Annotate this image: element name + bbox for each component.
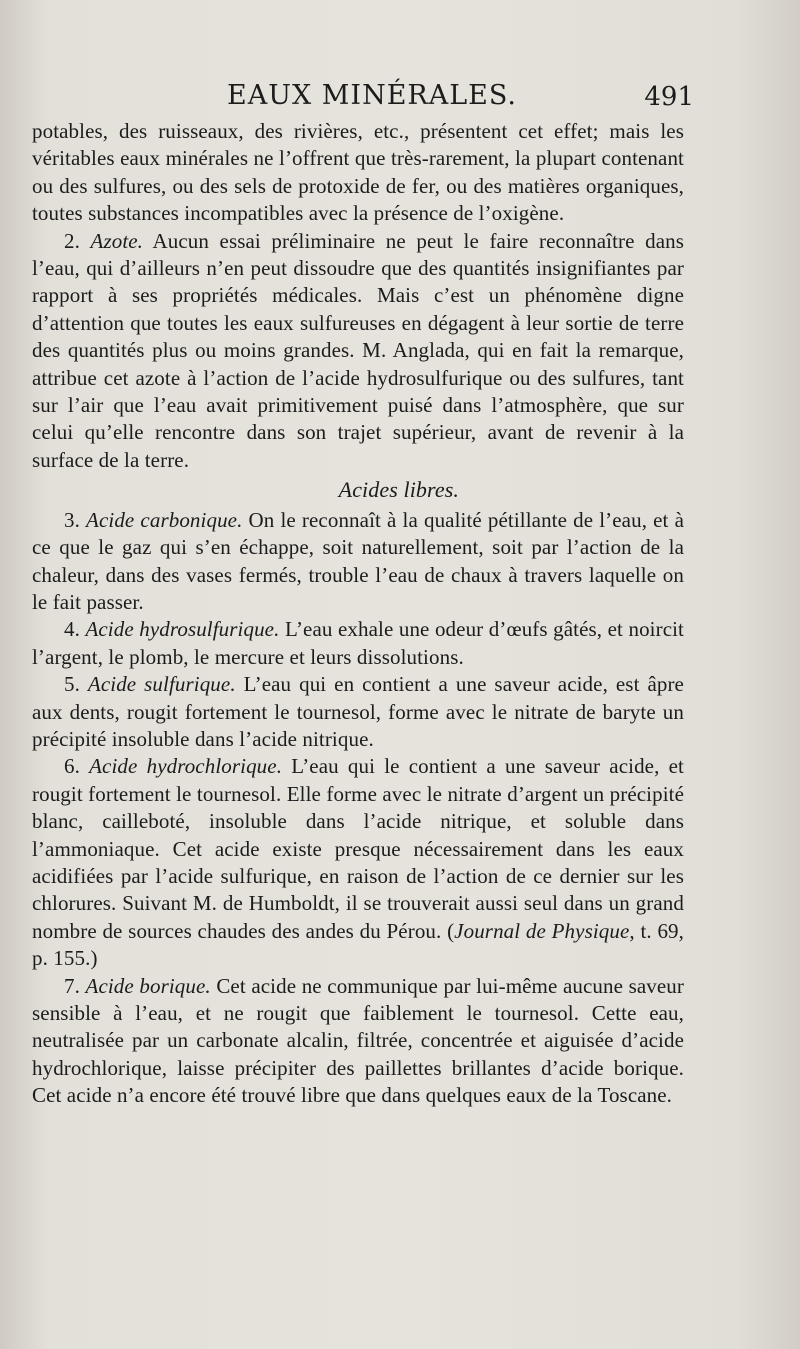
paragraph-text: L’eau exhale une odeur d’œufs gâtés, et noircit l’argent, le plomb, le mercure et leurs dissolutions.	[32, 617, 684, 669]
paragraph-number: 6.	[64, 754, 80, 779]
paragraph-acide-sulfurique	[32, 671, 684, 753]
page-header	[32, 80, 692, 116]
paragraph-number: 5.	[64, 672, 80, 697]
paragraph-acide-hydrochlorique	[32, 753, 684, 972]
paragraph-text: On le reconnaît à la qualité pétillante de l’eau, et à ce que le gaz qui s’en échappe, soit naturellement, soit par l’action de la chaleur, dans des vases fermés, trouble l’eau de chaux à travers laquelle on le fait passer.	[32, 507, 684, 614]
paragraph-number: 7.	[64, 973, 80, 998]
paragraph-number: 4.	[64, 617, 80, 642]
paragraph-number: 3.	[64, 507, 80, 532]
paragraph-term: Acide sulfurique.	[87, 672, 236, 697]
paragraph-text: L’eau qui en contient a une saveur acide, est âpre aux dents, rougit fortement le tournesol, forme avec le nitrate de baryte un précipité insoluble dans l’acide nitrique.	[32, 672, 684, 751]
paragraph-acide-hydrosulfurique	[32, 616, 684, 671]
paragraph-text: L’eau qui le contient a une saveur acide, et rougit fortement le tournesol. Elle forme avec le nitrate d’argent un précipité blanc, cailleboté, insoluble dans l’acide nitrique, et soluble dans l’ammoniaque. Cet acide existe presque nécessairement dans les eaux acidifiées par l’acide sulfurique, en raison de l’action de ce dernier sur les chlorures. Suivant M. de Humboldt, il se trouverait aussi seul dans un grand nombre de sources chaudes des andes du Pérou. (	[32, 754, 684, 943]
paragraph-oxygen-continued	[32, 118, 684, 228]
paragraph-azote	[32, 228, 684, 475]
paragraph-term: Acide hydrochlorique.	[89, 754, 283, 779]
citation-reference: , t. 69, p. 155.)	[32, 918, 684, 971]
paragraph-text: potables, des ruisseaux, des rivières, etc., présentent cet effet; mais les véritables eaux minérales ne l’offrent que très-rarement, la plupart contenant ou des sulfures, ou des sels de protoxide de fer, ou des matières organiques, toutes substances incompatibles avec la présence de l’oxigène.	[32, 119, 684, 226]
paragraph-text: Aucun essai préliminaire ne peut le faire reconnaître dans l’eau, qui d’ailleurs n’en peut dissoudre que des quantités insignifiantes par rapport à ses propriétés médicales. Mais c’est un phénomène digne d’attention que toutes les eaux sulfureuses en dégagent à leur sortie de terre des quantités plus ou moins grandes. M. Anglada, qui en fait la remarque, attribue cet azote à l’action de l’acide hydrosulfurique ou des sulfures, tant sur l’air que l’eau avait primitivement puisé dans l’atmosphère, que sur celui qu’elle rencontre dans son trajet supérieur, avant de revenir à la surface de la terre.	[32, 228, 684, 472]
citation-title: Journal de Physique	[454, 918, 630, 943]
paragraph-term: Acide hydrosulfurique.	[85, 617, 280, 642]
paragraph-term: Azote.	[90, 228, 144, 253]
page-body	[32, 118, 684, 1110]
paragraph-term: Acide carbonique.	[86, 507, 243, 532]
paragraph-term: Acide borique.	[85, 973, 211, 998]
paragraph-number: 2.	[64, 228, 80, 253]
paragraph-acide-borique	[32, 973, 684, 1110]
section-heading: Acides libres.	[338, 477, 459, 503]
page-number: 491	[644, 82, 694, 112]
running-title: EAUX MINÉRALES.	[227, 80, 517, 111]
paragraph-acide-carbonique	[32, 507, 684, 617]
paragraph-text: Cet acide ne communique par lui-même aucune saveur sensible à l’eau, et ne rougit que faiblement le tournesol. Cette eau, neutralisée par un carbonate alcalin, filtrée, concentrée et aiguisée d’acide hydrochlorique, laisse précipiter des paillettes brillantes d’acide borique. Cet acide n’a encore été trouvé libre que dans quelques eaux de la Toscane.	[32, 973, 684, 1108]
